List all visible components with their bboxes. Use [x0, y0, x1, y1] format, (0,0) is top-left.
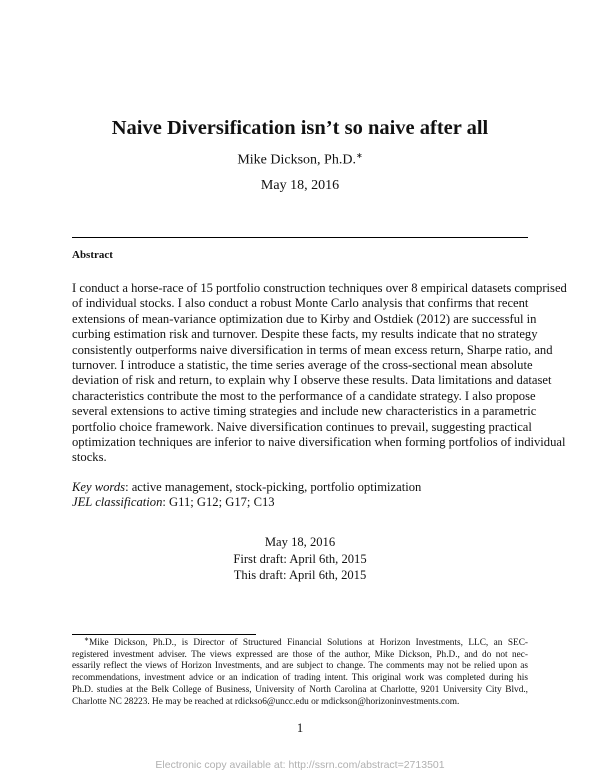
- keywords-line: [72, 480, 421, 495]
- footnote-line: registered investment adviser. The views expressed are those of the author, Mike Dickson, Ph.D., and do not nec-: [72, 649, 528, 660]
- keywords-value: : active management, stock-picking, portfolio optimization: [125, 480, 422, 494]
- abstract-heading: Abstract: [72, 249, 113, 261]
- electronic-copy-link[interactable]: Electronic copy available at: http://ssrn.com/abstract=2713501: [155, 759, 445, 771]
- abstract-line: optimization techniques are inferior to naive diversification when forming portfolios of individual: [72, 435, 566, 450]
- first-draft: First draft: April 6th, 2015: [233, 551, 367, 566]
- footnote-text: Mike Dickson, Ph.D., is Director of Structured Financial Solutions at Horizon Investments, LLC, an SEC-: [89, 638, 528, 648]
- jel-value: : G11; G12; G17; C13: [162, 495, 275, 510]
- abstract-line: portfolio choice framework. Naive diversification continues to prevail, suggesting practical: [72, 419, 532, 434]
- jel-line: [72, 495, 421, 510]
- footnote-mark: ∗: [84, 636, 90, 643]
- abstract-line: curbing estimation risk and turnover. Despite these facts, my results indicate that no strategy: [72, 327, 538, 342]
- paper-date: May 18, 2016: [260, 178, 340, 193]
- this-draft: This draft: April 6th, 2015: [233, 568, 367, 582]
- footnote-line: essarily reflect the views of Horizon Investments, and are subject to change. The comments may not be relied upon as: [72, 661, 528, 672]
- paper-title: Naive Diversification isn’t so naive after all: [111, 117, 489, 139]
- abstract-line: deviation of risk and return, to explain why I observe these results. Data limitations and dataset: [72, 373, 552, 388]
- page-number: 1: [296, 721, 304, 735]
- keywords-block: [72, 480, 421, 511]
- abstract-line: I conduct a horse-race of 15 portfolio construction techniques over 8 empirical datasets comprised: [72, 281, 567, 295]
- abstract-rule: [72, 237, 528, 238]
- abstract-body: [72, 281, 567, 466]
- draft-dates: [0, 534, 600, 584]
- date-secondary: May 18, 2016: [264, 535, 336, 549]
- abstract-line: extensions of mean-variance optimization due to Kirby and Ostdiek (2012) are successful in: [72, 311, 537, 326]
- footnote-line: Ph.D. studies at the Belk College of Business, University of North Carolina at Charlotte, 9201 University City Blvd.,: [72, 684, 528, 695]
- abstract-line: consistently outperforms naive diversification in terms of mean excess return, Sharpe ratio, and: [72, 342, 553, 357]
- author-footnote-mark[interactable]: ∗: [355, 151, 363, 160]
- footnote-line: recommendations, investment advice or an indication of trading intent. This original work was completed during his: [72, 673, 528, 684]
- abstract-line: turnover. I introduce a statistic, the time series average of the cross-sectional mean absolute: [72, 358, 533, 373]
- footnote: [72, 638, 528, 708]
- keywords-label: Key words: [72, 480, 126, 494]
- abstract-line: several extensions to active timing strategies and include new characteristics in a parametric: [72, 404, 537, 419]
- footnote-line: [72, 638, 528, 650]
- abstract-line: stocks.: [72, 450, 107, 465]
- abstract-line: characteristics contribute the most to the performance of a candidate strategy. I also propose: [72, 388, 536, 403]
- author-name: Mike Dickson, Ph.D.: [237, 152, 356, 168]
- footnote-line: Charlotte NC 28223. He may be reached at rdickso6@uncc.edu or mdickson@horizoninvestments.com.: [72, 696, 460, 707]
- abstract-line: of individual stocks. I also conduct a robust Monte Carlo analysis that confirms that recent: [72, 296, 529, 311]
- author-line: [0, 151, 600, 169]
- jel-label: JEL classification: [72, 495, 163, 510]
- footnote-rule: [72, 634, 256, 635]
